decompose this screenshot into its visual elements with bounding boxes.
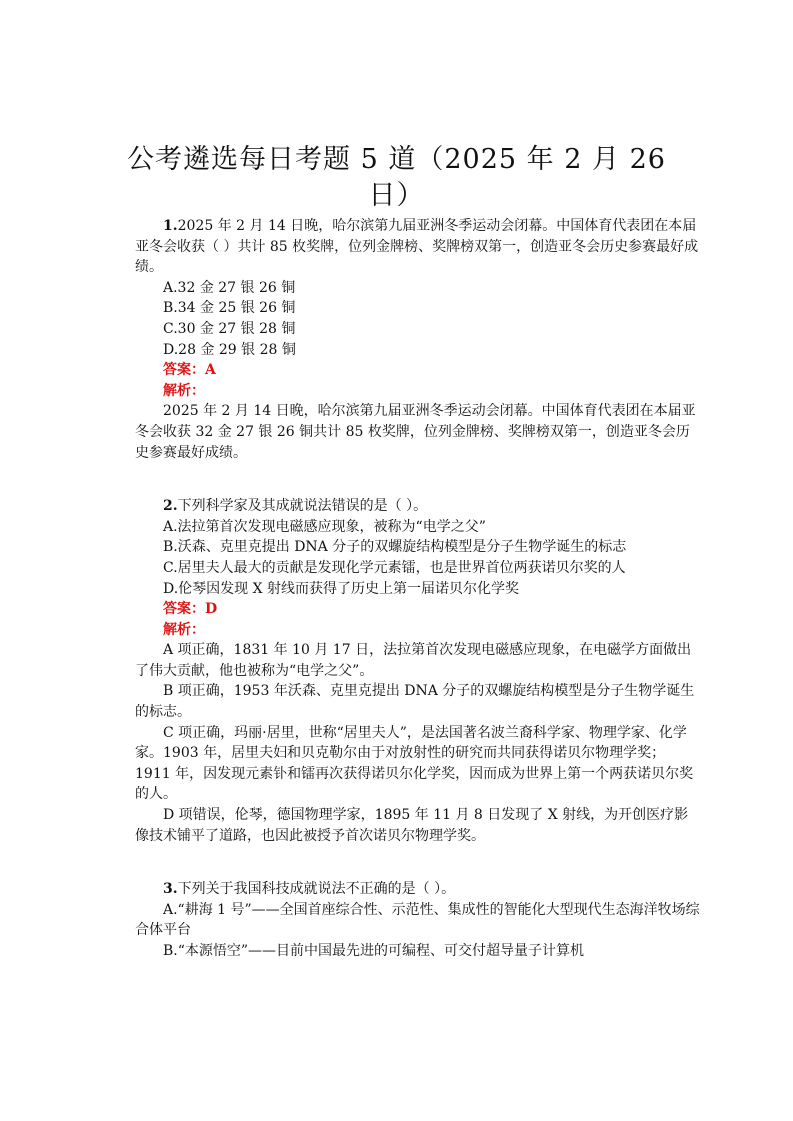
question-text: 下列科学家及其成就说法错误的是（ ）。 (177, 498, 428, 515)
option-d: D.伦琴因发现 X 射线而获得了历史上第一届诺贝尔化学奖 (163, 580, 520, 597)
question-2 (135, 496, 700, 846)
answer-label: 答案：A (163, 362, 216, 379)
analysis-paragraph: B 项正确，1953 年沃森、克里克提出 DNA 分子的双螺旋结构模型是分子生物学诞生的标志。 (135, 683, 695, 721)
option-c: C.30 金 27 银 28 铜 (163, 320, 296, 337)
analysis-label: 解析： (163, 382, 205, 399)
question-stem (135, 216, 700, 278)
option-d: D.28 金 29 银 28 铜 (163, 341, 296, 358)
option-c: C.居里夫人最大的贡献是发现化学元素镭，也是世界首位两获诺贝尔奖的人 (163, 559, 626, 576)
analysis-paragraph: D 项错误，伦琴，德国物理学家，1895 年 11 月 8 日发现了 X 射线，为开创医疗影像技术铺平了道路，也因此被授予首次诺贝尔物理学奖。 (135, 807, 689, 844)
analysis-paragraph: 2025 年 2 月 14 日晚，哈尔滨第九届亚洲冬季运动会闭幕。中国体育代表团在本届亚冬会收获 32 金 27 银 26 铜共计 85 枚奖牌，位列金牌榜、奖牌榜双第一，创造亚冬会历史参赛最好成绩。 (135, 403, 696, 461)
document-body (135, 216, 700, 962)
analysis-paragraph: A 项正确，1831 年 10 月 17 日，法拉第首次发现电磁感应现象，在电磁学方面做出了伟大贡献，他也被称为“电学之父”。 (135, 642, 692, 679)
option-b: B.“本源悟空”——目前中国最先进的可编程、可交付超导量子计算机 (163, 943, 585, 959)
question-number: 1. (163, 218, 178, 234)
question-number: 2. (163, 498, 178, 515)
question-text: 2025 年 2 月 14 日晚，哈尔滨第九届亚洲冬季运动会闭幕。中国体育代表团在本届亚冬会收获（ ）共计 85 枚奖牌，位列金牌榜、奖牌榜双第一，创造亚冬会历史参赛最好成绩。 (135, 218, 699, 276)
option-b: B.34 金 25 银 26 铜 (163, 300, 296, 317)
option-b: B.沃森、克里克提出 DNA 分子的双螺旋结构模型是分子生物学诞生的标志 (163, 539, 627, 556)
analysis-label: 解析： (163, 621, 205, 638)
question-stem (135, 879, 700, 900)
question-3 (135, 879, 700, 961)
answer-label: 答案：D (163, 601, 218, 618)
option-a: A.32 金 27 银 26 铜 (163, 279, 296, 296)
page-title: 公考遴选每日考题 5 道（2025 年 2 月 26 日） (127, 144, 666, 211)
question-1 (135, 216, 700, 463)
question-text: 下列关于我国科技成就说法不正确的是（ ）。 (177, 881, 456, 898)
option-a: A.“耕海 1 号”——全国首座综合性、示范性、集成性的智能化大型现代生态海洋牧场综合体平台 (135, 901, 700, 939)
option-a: A.法拉第首次发现电磁感应现象，被称为“电学之父” (163, 518, 486, 535)
question-stem (135, 496, 700, 517)
question-number: 3. (163, 881, 178, 898)
analysis-paragraph: C 项正确，玛丽·居里，世称“居里夫人”，是法国著名波兰裔科学家、物理学家、化学家。1903 年，居里夫妇和贝克勒尔由于对放射性的研究而共同获得诺贝尔物理学奖；1911 年，因发现元素钋和镭再次获得诺贝尔化学奖，因而成为世界上第一个两获诺贝尔奖的人。 (135, 724, 694, 803)
